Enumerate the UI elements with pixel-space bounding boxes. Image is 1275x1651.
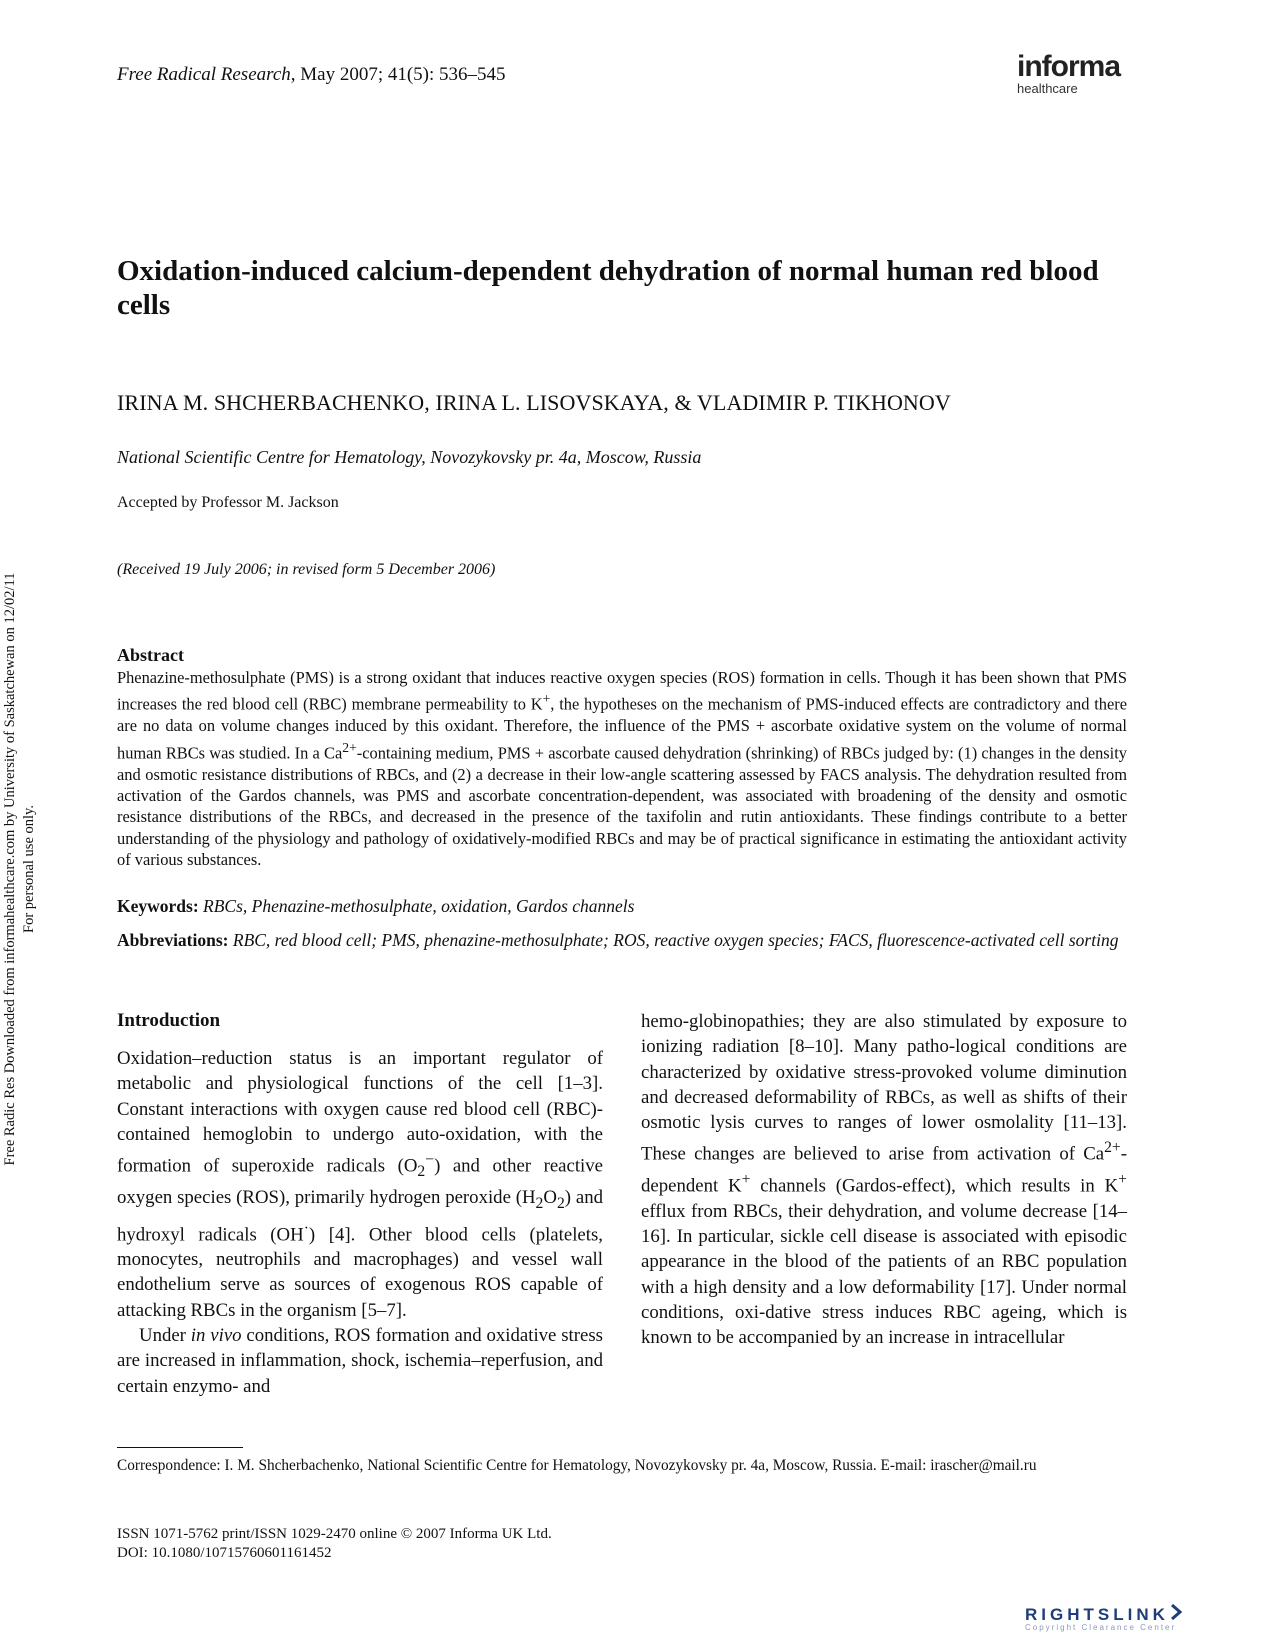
intro-column-right [641,1009,1127,1350]
journal-volume-pages: , May 2007; 41(5): 536–545 [290,64,506,85]
journal-citation [117,64,506,86]
watermark-line-2: For personal use only. [21,805,37,933]
article-affiliation: National Scientific Centre for Hematology, Novozykovsky pr. 4a, Moscow, Russia [117,447,702,467]
watermark-line-1: Free Radic Res Downloaded from informahealthcare.com by University of Saskatchewan on 12/02/11 [2,572,18,1166]
journal-name: Free Radical Research [117,64,291,85]
publisher-logo [1017,52,1127,96]
keywords [117,896,1127,917]
article-authors: IRINA M. SHCHERBACHENKO, IRINA L. LISOVSKAYA, & VLADIMIR P. TIKHONOV [117,390,951,415]
keywords-text: RBCs, Phenazine-methosulphate, oxidation, Gardos channels [203,896,635,916]
logo-brand: informa [1017,50,1121,83]
chevron-right-icon [1169,1604,1183,1625]
issn-doi [117,1525,552,1563]
article-title: Oxidation-induced calcium-dependent dehydration of normal human red blood cells [117,255,1099,321]
abstract-heading: Abstract [117,645,184,665]
keywords-label: Keywords: [117,896,199,916]
abbreviations-label: Abbreviations: [117,930,229,950]
accepted-by: Accepted by Professor M. Jackson [117,494,339,511]
intro-paragraph-1: Oxidation–reduction status is an important regulator of metabolic and physiological functions of the cell [1–3]. Constant interactions with oxygen cause red blood cell (RBC)-contained hemoglobin to undergo auto-oxidation, with the formation of superoxide radicals $(O_2^-)$ and other reactive oxygen species (ROS), primarily hydrogen peroxide $(H_2O_2)$ and hydroxyl radicals (OH·) [4]. Other blood cells (platelets, monocytes, neutrophils and macrophages) and vessel wall endothelium serve as sources of exogenous ROS capable of attacking RBCs in the organism [5–7]. [117,1048,603,1321]
intro-paragraph-3: hemo-globinopathies; they are also stimulated by exposure to ionizing radiation [8–10]. Many patho-logical conditions are characterized by oxidative stress-provoked volume diminution and decreased deformability of RBCs, as well as shifts of their osmotic lysis curves to ranges of lower osmolality [11–13]. These changes are believed to arise from activation of $Ca^{2+}$-dependent K+ channels (Gardos-effect), which results in K+ efflux from RBCs, their dehydration, and volume decrease [14–16]. In particular, sickle cell disease is associated with episodic appearance in the blood of the patients of an RBC population with a high density and a low deformability [17]. Under normal conditions, oxi-dative stress induces RBC ageing, which is known to be accompanied by an increase in intracellular [641,1011,1127,1349]
abbreviations [117,929,1127,952]
issn-line: ISSN 1071-5762 print/ISSN 1029-2470 online © 2007 Informa UK Ltd. [117,1526,552,1542]
abstract-text: Phenazine-methosulphate (PMS) is a strong oxidant that induces reactive oxygen species (ROS) formation in cells. Though it has been shown that PMS increases the red blood cell (RBC) membrane permeability to K+, the hypotheses on the mechanism of PMS-induced effects are contradictory and there are no data on volume changes induced by this oxidant. Therefore, the influence of the PMS + ascorbate oxidative system on the volume of normal human RBCs was studied. In a $Ca^{2+}$-containing medium, PMS + ascorbate caused dehydration (shrinking) of RBCs judged by: (1) changes in the density and osmotic resistance distributions of RBCs, and (2) a decrease in their low-angle scattering assessed by FACS analysis. The dehydration resulted from activation of the Gardos channels, was PMS and ascorbate concentration-dependent, was associated with broadening of the density and osmotic resistance distributions of the RBCs, and decreased in the presence of the taxifolin and rutin antioxidants. These findings contribute to a better understanding of the physiology and pathology of oxidatively-modified RBCs and may be of practical significance in estimating the antioxidant activity of various substances. [117,668,1127,870]
intro-paragraph-2: Under in vivo conditions, ROS formation and oxidative stress are increased in inflammation, shock, ischemia–reperfusion, and certain enzymo- and [117,1325,603,1397]
abbreviations-text: RBC, red blood cell; PMS, phenazine-methosulphate; ROS, reactive oxygen species; FACS, fluorescence-activated cell sorting [232,930,1119,950]
introduction-heading: Introduction [117,1010,221,1031]
rightslink-sub: Copyright Clearance Center [1025,1623,1177,1632]
rightslink-brand: RIGHTSLINK [1025,1605,1169,1624]
logo-sub: healthcare [1017,81,1078,96]
download-watermark [1,489,39,1249]
correspondence-footnote: Correspondence: I. M. Shcherbachenko, National Scientific Centre for Hematology, Novozykovsky pr. 4a, Moscow, Russia. E-mail: irascher@mail.ru [117,1457,1037,1474]
footnote-rule [117,1447,243,1448]
received-dates: (Received 19 July 2006; in revised form 5 December 2006) [117,561,496,578]
rightslink-logo [1025,1604,1183,1632]
intro-column-left [117,1046,603,1399]
doi-line: DOI: 10.1080/10715760601161452 [117,1545,332,1561]
